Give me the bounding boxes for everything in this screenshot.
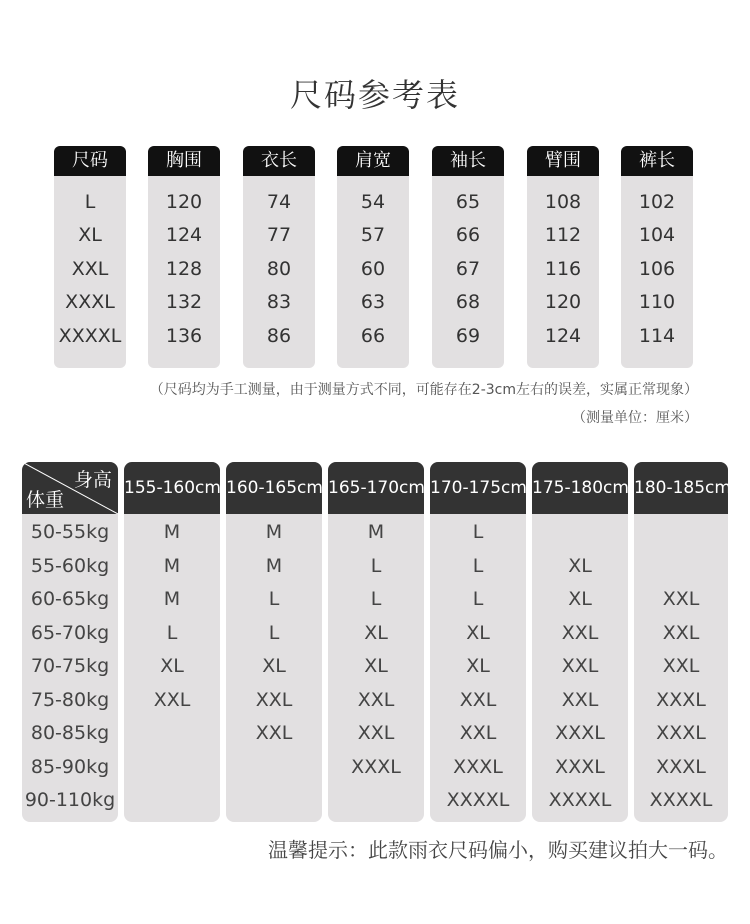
table-cell: L	[472, 521, 484, 543]
table-cell: XL	[466, 655, 490, 677]
table-cell: 63	[360, 291, 386, 314]
table-cell: XL	[78, 224, 102, 247]
table-cell: XXXL	[656, 755, 706, 778]
table-cell: M	[265, 521, 283, 543]
table-cell: 120	[544, 291, 582, 314]
table-cell: L	[472, 588, 484, 610]
table-cell: XXXL	[555, 722, 605, 744]
size-column	[54, 146, 126, 368]
table-cell: XXL	[662, 621, 700, 644]
weight-cell: 65-70kg	[30, 621, 110, 644]
table-cell: 112	[544, 224, 582, 247]
table-cell	[124, 717, 220, 751]
weight-cell: 75-80kg	[30, 688, 110, 711]
height-column	[328, 462, 424, 822]
table-cell: 68	[455, 291, 481, 314]
table-cell: 124	[544, 324, 582, 347]
table-cell	[226, 784, 322, 818]
table-cell: XL	[262, 655, 286, 677]
height-column	[634, 462, 731, 822]
table-cell: 128	[165, 257, 203, 280]
table-cell: 132	[165, 291, 203, 314]
table-cell: 60	[360, 257, 386, 280]
arm-column	[527, 146, 599, 368]
column-header: 衣长	[243, 146, 315, 176]
table-cell: XXXL	[555, 755, 605, 778]
table-cell: XXL	[459, 722, 497, 744]
table-cell: XXL	[357, 688, 395, 711]
column-header: 裤长	[621, 146, 693, 176]
table-cell: 69	[455, 324, 481, 347]
table-cell: 114	[638, 324, 676, 347]
table-cell: XXL	[561, 621, 599, 644]
height-column	[226, 462, 322, 822]
weight-label: 体重	[26, 489, 65, 511]
table-cell: XL	[568, 588, 592, 610]
table-cell: 120	[165, 191, 203, 213]
table-cell	[634, 550, 728, 584]
table-cell: L	[84, 191, 96, 213]
table-cell: XXL	[662, 588, 700, 610]
table-cell	[532, 516, 628, 550]
table-cell: 83	[266, 291, 292, 314]
height-label: 身高	[73, 469, 112, 491]
table-cell: 65	[455, 191, 481, 213]
weight-cell: 60-65kg	[30, 588, 110, 610]
table-cell: 66	[360, 324, 386, 347]
table-cell: M	[367, 521, 385, 543]
table-cell: XXXL	[351, 755, 401, 778]
table-cell: XL	[466, 621, 490, 644]
table-cell: XXXL	[656, 688, 706, 711]
column-header: 180-185cm	[634, 462, 728, 514]
table-cell: L	[370, 554, 382, 577]
table-cell: M	[265, 554, 283, 577]
table-cell: M	[163, 521, 181, 543]
table-cell: XXL	[561, 688, 599, 711]
table-cell: XL	[364, 621, 388, 644]
column-header: 胸围	[148, 146, 220, 176]
page-title: 尺码参考表	[289, 76, 460, 114]
table-cell: XXL	[561, 655, 599, 677]
table-cell	[124, 784, 220, 818]
table-cell: XXXXL	[58, 324, 122, 347]
table-cell: 124	[165, 224, 203, 247]
table-cell	[328, 784, 424, 818]
column-header: 155-160cm	[124, 462, 220, 514]
table-cell: 110	[638, 291, 676, 314]
table-cell: XXXXL	[446, 789, 510, 811]
height-column	[430, 462, 526, 822]
weight-column	[22, 514, 118, 822]
column-header: 臂围	[527, 146, 599, 176]
height-column	[532, 462, 628, 822]
weight-cell: 85-90kg	[30, 755, 110, 778]
weight-cell: 80-85kg	[30, 722, 110, 744]
table-cell: 104	[638, 224, 676, 247]
column-header: 175-180cm	[532, 462, 628, 514]
table-cell	[124, 751, 220, 785]
table-cell: M	[163, 554, 181, 577]
column-header: 尺码	[54, 146, 126, 176]
corner-header	[22, 462, 118, 514]
table-cell: XXL	[662, 655, 700, 677]
table-cell	[634, 516, 728, 550]
table-cell: L	[268, 621, 280, 644]
table-cell: 67	[455, 257, 481, 280]
table-cell: XXL	[357, 722, 395, 744]
table-cell: 54	[360, 191, 386, 213]
table-cell: 80	[266, 257, 292, 280]
weight-cell: 50-55kg	[30, 521, 110, 543]
table-cell: 74	[266, 191, 292, 213]
column-header: 肩宽	[337, 146, 409, 176]
weight-cell: 55-60kg	[30, 554, 110, 577]
table-cell: 108	[544, 191, 582, 213]
table-cell: 102	[638, 191, 676, 213]
table-cell: XXXXL	[649, 789, 713, 811]
table-cell: 86	[266, 324, 292, 347]
table-cell: XL	[568, 554, 592, 577]
table-cell: XXL	[71, 257, 109, 280]
table-cell: L	[166, 621, 178, 644]
length-column	[243, 146, 315, 368]
chest-column	[148, 146, 220, 368]
table-cell: L	[268, 588, 280, 610]
table-cell: XXXL	[656, 722, 706, 744]
table-cell: 106	[638, 257, 676, 280]
table-cell: XXXXL	[548, 789, 612, 811]
table-cell: XXL	[255, 722, 293, 744]
sleeve-column	[432, 146, 504, 368]
measurement-note: （尺码均为手工测量，由于测量方式不同，可能存在2-3cm左右的误差，实属正常现象）	[149, 382, 698, 398]
column-header: 160-165cm	[226, 462, 322, 514]
column-header: 165-170cm	[328, 462, 424, 514]
table-cell: XXL	[153, 688, 191, 711]
table-cell	[226, 751, 322, 785]
table-cell: XXL	[255, 688, 293, 711]
height-column	[124, 462, 220, 822]
pants-column	[621, 146, 693, 368]
table-cell: M	[163, 588, 181, 610]
table-cell: XL	[160, 655, 184, 677]
table-cell: XXXL	[65, 291, 115, 314]
table-cell: 116	[544, 257, 582, 280]
table-cell: L	[370, 588, 382, 610]
table-cell: XL	[364, 655, 388, 677]
table-cell: 77	[266, 224, 292, 247]
unit-note: （测量单位：厘米）	[572, 410, 698, 426]
weight-cell: 90-110kg	[24, 789, 116, 811]
column-header: 袖长	[432, 146, 504, 176]
shoulder-column	[337, 146, 409, 368]
table-cell: XXL	[459, 688, 497, 711]
table-cell: 66	[455, 224, 481, 247]
table-cell: L	[472, 554, 484, 577]
tip-text: 温馨提示：此款雨衣尺码偏小，购买建议拍大一码。	[268, 838, 728, 862]
table-cell: 57	[360, 224, 386, 247]
weight-cell: 70-75kg	[30, 655, 110, 677]
table-cell: 136	[165, 324, 203, 347]
column-header: 170-175cm	[430, 462, 526, 514]
table-cell: XXXL	[453, 755, 503, 778]
